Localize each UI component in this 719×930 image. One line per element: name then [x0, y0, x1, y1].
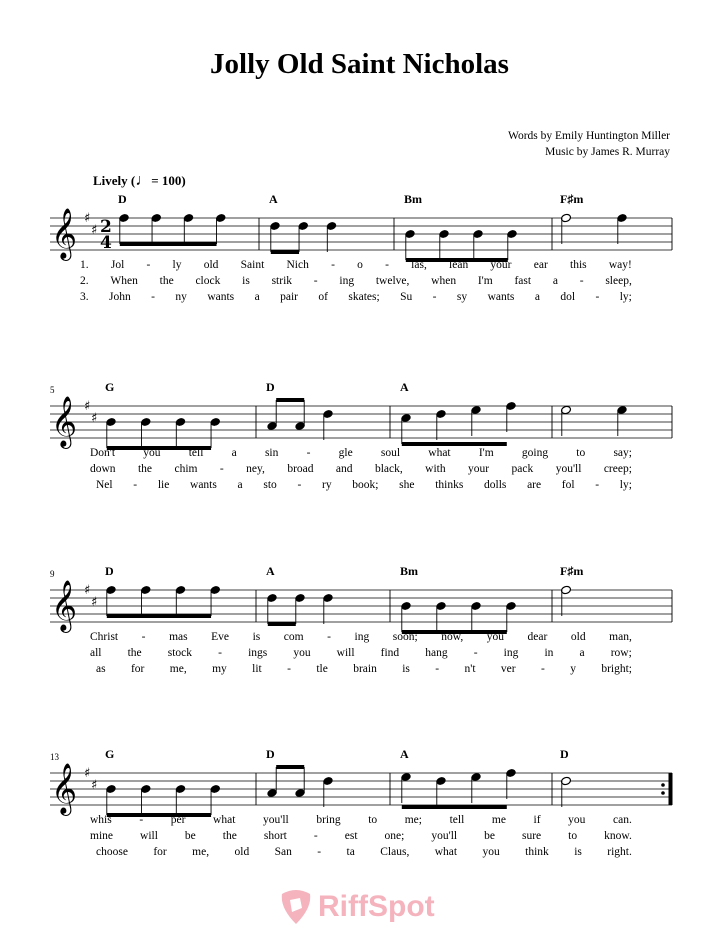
- riffspot-logo: [278, 888, 435, 926]
- tempo-bpm: = 100): [151, 173, 186, 188]
- lyric-syllable: -: [313, 275, 318, 287]
- treble-clef-icon: 𝄞: [51, 396, 78, 447]
- lyric-syllable: and: [335, 463, 353, 475]
- lyric-syllable: old: [203, 259, 219, 271]
- lyric-syllable: will: [336, 647, 355, 659]
- lyric-syllable: -: [141, 631, 146, 643]
- lyric-syllable: lit: [252, 663, 262, 675]
- lyric-syllable: for: [153, 846, 167, 858]
- lyric-syllable: whis: [90, 814, 112, 826]
- lyric-syllable: old: [234, 846, 250, 858]
- lyric-syllable: going: [521, 447, 549, 459]
- lyric-syllable: me;: [404, 814, 422, 826]
- guitar-pick-icon: [278, 888, 314, 926]
- lyric-syllable: think: [525, 846, 549, 858]
- measure-number: 13: [50, 752, 59, 762]
- lyric-syllable: San: [274, 846, 292, 858]
- lyric-syllable: -: [219, 463, 224, 475]
- lyric-syllable: y: [570, 663, 576, 675]
- lyrics-verse-2: [90, 463, 632, 475]
- tempo-label: Lively (: [93, 173, 136, 188]
- lyric-syllable: book;: [352, 479, 379, 491]
- lyric-syllable: ings: [248, 647, 268, 659]
- lyric-syllable: what: [434, 846, 458, 858]
- lyric-syllable: a: [231, 447, 237, 459]
- lyric-syllable: pair: [280, 291, 298, 303]
- lyric-syllable: -: [327, 631, 331, 643]
- lyric-syllable: stock: [167, 647, 193, 659]
- logo-text: RiffSpot: [318, 890, 435, 923]
- lyric-syllable: ear: [533, 259, 548, 271]
- lyric-syllable: 3.: [80, 291, 89, 303]
- lyric-syllable: ing: [503, 647, 519, 659]
- lyric-syllable: est: [344, 830, 358, 842]
- lyric-syllable: Nel: [96, 479, 113, 491]
- treble-clef-icon: 𝄞: [51, 580, 78, 631]
- lyric-syllable: per: [170, 814, 186, 826]
- tempo-marking: [93, 172, 186, 190]
- lyric-syllable: Saint: [240, 259, 265, 271]
- lyrics-verse-3: [96, 663, 632, 675]
- lyric-syllable: be: [184, 830, 196, 842]
- lyric-syllable: -: [579, 275, 584, 287]
- lyric-syllable: Christ: [90, 631, 119, 643]
- lyric-syllable: tell: [188, 447, 204, 459]
- lyric-syllable: to: [576, 447, 586, 459]
- lyric-syllable: bright;: [601, 663, 632, 675]
- lyric-syllable: -: [151, 291, 156, 303]
- lyric-syllable: you: [486, 631, 504, 643]
- lyric-syllable: -: [146, 259, 151, 271]
- lyric-syllable: skates;: [348, 291, 380, 303]
- lyric-syllable: 2.: [80, 275, 89, 287]
- staff: [0, 192, 719, 262]
- lyric-syllable: this: [570, 259, 587, 271]
- treble-clef-icon: 𝄞: [51, 208, 78, 259]
- lyric-syllable: a: [254, 291, 260, 303]
- lyric-syllable: Eve: [211, 631, 230, 643]
- lyric-syllable: John: [109, 291, 131, 303]
- lyric-syllable: say;: [613, 447, 632, 459]
- chord-symbol: D: [105, 564, 114, 578]
- lyrics-verse-2: [90, 830, 632, 842]
- lyric-syllable: twelve,: [375, 275, 410, 287]
- lyric-syllable: you'll: [431, 830, 458, 842]
- lyric-syllable: now,: [441, 631, 464, 643]
- chord-symbol: D: [266, 380, 275, 394]
- lyrics-verse-3: [96, 846, 632, 858]
- lyric-syllable: down: [90, 463, 116, 475]
- lyric-syllable: you: [143, 447, 161, 459]
- lyric-syllable: is: [574, 846, 582, 858]
- lyric-syllable: a: [552, 275, 558, 287]
- lyric-syllable: you'll: [555, 463, 582, 475]
- sharp-icon: ♯: [91, 411, 98, 426]
- lyric-syllable: -: [331, 259, 335, 271]
- lyrics-verse-3: [80, 291, 632, 303]
- lyric-syllable: sure: [521, 830, 542, 842]
- lyric-syllable: Don't: [90, 447, 116, 459]
- lyric-syllable: -: [133, 479, 138, 491]
- lyrics-verse-1: [90, 447, 632, 459]
- sharp-icon: ♯: [84, 211, 91, 226]
- lyric-syllable: short: [263, 830, 287, 842]
- lyric-syllable: creep;: [603, 463, 632, 475]
- lyric-syllable: the: [127, 647, 142, 659]
- lyrics-verse-3: [96, 479, 632, 491]
- lyric-syllable: strik: [271, 275, 293, 287]
- chord-symbol: G: [105, 380, 115, 394]
- lyric-syllable: -: [297, 479, 302, 491]
- chord-symbol: F♯m: [560, 564, 584, 578]
- lyric-syllable: ing: [354, 631, 370, 643]
- lyric-syllable: soon;: [392, 631, 418, 643]
- sharp-icon: ♯: [91, 223, 98, 238]
- lyric-syllable: what: [428, 447, 451, 459]
- lyric-syllable: me: [491, 814, 506, 826]
- lyric-syllable: fol: [561, 479, 575, 491]
- lyric-syllable: ta: [346, 846, 355, 858]
- lyric-syllable: broad: [287, 463, 314, 475]
- time-signature: 2: [100, 217, 112, 237]
- lyric-syllable: -: [595, 479, 600, 491]
- lyric-syllable: is: [252, 631, 261, 643]
- lyric-syllable: when: [431, 275, 457, 287]
- repeat-dot: [661, 791, 665, 795]
- lyric-syllable: Jol: [110, 259, 125, 271]
- lyric-syllable: wants: [487, 291, 515, 303]
- lyric-syllable: dolls: [484, 479, 507, 491]
- lyric-syllable: 1.: [80, 259, 89, 271]
- chord-symbol: Bm: [400, 564, 418, 578]
- lyric-syllable: -: [385, 259, 389, 271]
- lyric-syllable: -: [473, 647, 478, 659]
- measure-number: 5: [50, 385, 55, 395]
- chord-symbol: D: [266, 747, 275, 761]
- lyric-syllable: lean: [449, 259, 469, 271]
- lyric-syllable: what: [213, 814, 236, 826]
- lyric-syllable: all: [90, 647, 102, 659]
- lyric-syllable: ny: [175, 291, 187, 303]
- lyric-syllable: chim: [174, 463, 198, 475]
- lyric-syllable: of: [318, 291, 328, 303]
- lyric-syllable: a: [579, 647, 585, 659]
- lyric-syllable: ly;: [619, 479, 632, 491]
- lyric-syllable: can.: [613, 814, 632, 826]
- lyric-syllable: I'm: [477, 275, 493, 287]
- lyric-syllable: ney,: [246, 463, 265, 475]
- lyric-syllable: -: [317, 846, 322, 858]
- lyric-syllable: a: [534, 291, 540, 303]
- lyric-syllable: me,: [169, 663, 187, 675]
- lyric-syllable: she: [399, 479, 415, 491]
- music-system: [0, 564, 719, 694]
- lyric-syllable: -: [306, 447, 311, 459]
- lyrics-verse-1: [90, 631, 632, 643]
- lyric-syllable: ly;: [619, 291, 632, 303]
- song-title: Jolly Old Saint Nicholas: [210, 48, 509, 80]
- chord-symbol: D: [118, 192, 127, 206]
- lyrics-verse-1: [90, 814, 632, 826]
- lyric-syllable: -: [218, 647, 222, 659]
- lyric-syllable: will: [140, 830, 158, 842]
- lyric-syllable: dear: [527, 631, 548, 643]
- lyric-syllable: -: [595, 291, 600, 303]
- treble-clef-icon: 𝄞: [51, 763, 78, 814]
- lyric-syllable: a: [237, 479, 243, 491]
- lyric-syllable: is: [402, 663, 410, 675]
- lyric-syllable: ver: [500, 663, 516, 675]
- chord-symbol: F♯m: [560, 192, 584, 206]
- lyric-syllable: way!: [608, 259, 632, 271]
- lyric-syllable: your: [490, 259, 512, 271]
- lyric-syllable: for: [130, 663, 145, 675]
- lyric-syllable: When: [110, 275, 138, 287]
- lyric-syllable: tell: [449, 814, 465, 826]
- lyrics-verse-2: [90, 647, 632, 659]
- lyric-syllable: you'll: [263, 814, 289, 826]
- lyric-syllable: thinks: [435, 479, 464, 491]
- sharp-icon: ♯: [91, 778, 98, 793]
- lyric-syllable: you: [568, 814, 586, 826]
- lyric-syllable: find: [380, 647, 400, 659]
- lyrics-verse-1: [80, 259, 632, 271]
- lyric-syllable: -: [540, 663, 545, 675]
- chord-symbol: A: [400, 380, 409, 394]
- sharp-icon: ♯: [91, 595, 98, 610]
- lyric-syllable: sy: [456, 291, 468, 303]
- chord-symbol: A: [266, 564, 275, 578]
- lyric-syllable: -: [287, 663, 291, 675]
- music-system: [0, 747, 719, 877]
- lyric-syllable: me,: [192, 846, 210, 858]
- lyric-syllable: lie: [157, 479, 170, 491]
- lyric-syllable: com: [283, 631, 304, 643]
- lyric-syllable: ry: [321, 479, 332, 491]
- lyric-syllable: ly: [172, 259, 182, 271]
- lyric-syllable: as: [96, 663, 106, 675]
- sharp-icon: ♯: [84, 399, 91, 414]
- lyric-syllable: sleep,: [605, 275, 632, 287]
- chord-symbol: A: [269, 192, 278, 206]
- lyric-syllable: Claus,: [380, 846, 410, 858]
- lyric-syllable: in: [544, 647, 554, 659]
- lyric-syllable: mas: [169, 631, 188, 643]
- lyric-syllable: ing: [339, 275, 355, 287]
- sharp-icon: ♯: [84, 766, 91, 781]
- lyric-syllable: -: [435, 663, 440, 675]
- lyric-syllable: is: [242, 275, 250, 287]
- lyric-syllable: man,: [609, 631, 632, 643]
- lyrics-verse-2: [80, 275, 632, 287]
- lyric-syllable: gle: [338, 447, 353, 459]
- lyric-syllable: your: [468, 463, 490, 475]
- lyric-syllable: mine: [90, 830, 113, 842]
- lyric-syllable: -: [139, 814, 144, 826]
- chord-symbol: A: [400, 747, 409, 761]
- lyric-syllable: -: [313, 830, 318, 842]
- lyric-syllable: -: [432, 291, 437, 303]
- measure-number: 9: [50, 569, 55, 579]
- lyric-syllable: black,: [374, 463, 403, 475]
- lyric-syllable: one;: [384, 830, 405, 842]
- lyric-syllable: brain: [353, 663, 377, 675]
- chord-symbol: Bm: [404, 192, 422, 206]
- lyric-syllable: sto: [263, 479, 277, 491]
- lyric-syllable: Nich: [286, 259, 309, 271]
- quarter-note-icon: ♩: [135, 172, 152, 189]
- chord-symbol: D: [560, 747, 569, 761]
- lyric-syllable: the: [159, 275, 174, 287]
- sharp-icon: ♯: [84, 583, 91, 598]
- music-system: [0, 380, 719, 510]
- lyric-syllable: tle: [316, 663, 328, 675]
- lyric-syllable: know.: [604, 830, 632, 842]
- music-credit: Music by James R. Murray: [545, 146, 670, 158]
- lyric-syllable: you: [293, 647, 311, 659]
- lyric-syllable: to: [568, 830, 578, 842]
- lyric-syllable: old: [570, 631, 586, 643]
- lyric-syllable: with: [425, 463, 446, 475]
- chord-symbol: G: [105, 747, 115, 761]
- lyric-syllable: you: [482, 846, 500, 858]
- lyric-syllable: I'm: [478, 447, 494, 459]
- lyric-syllable: are: [527, 479, 542, 491]
- words-credit: Words by Emily Huntington Miller: [508, 130, 670, 142]
- lyric-syllable: wants: [207, 291, 235, 303]
- lyric-syllable: if: [533, 814, 541, 826]
- lyric-syllable: bring: [316, 814, 341, 826]
- lyric-syllable: pack: [511, 463, 534, 475]
- lyric-syllable: the: [222, 830, 237, 842]
- lyric-syllable: be: [484, 830, 495, 842]
- lyric-syllable: my: [212, 663, 227, 675]
- lyric-syllable: hang: [425, 647, 448, 659]
- lyric-syllable: las,: [411, 259, 427, 271]
- lyric-syllable: the: [137, 463, 153, 475]
- lyric-syllable: to: [368, 814, 378, 826]
- lyric-syllable: wants: [190, 479, 217, 491]
- lyric-syllable: clock: [195, 275, 221, 287]
- music-system: [0, 192, 719, 322]
- lyric-syllable: fast: [514, 275, 532, 287]
- lyric-syllable: right.: [607, 846, 632, 858]
- lyric-syllable: choose: [96, 846, 128, 858]
- lyric-syllable: o: [357, 259, 363, 271]
- lyric-syllable: Su: [400, 291, 413, 303]
- lyric-syllable: soul: [380, 447, 401, 459]
- repeat-dot: [661, 783, 665, 787]
- lyric-syllable: n't: [464, 663, 476, 675]
- lyric-syllable: dol: [560, 291, 576, 303]
- lyric-syllable: sin: [264, 447, 279, 459]
- time-signature: 4: [100, 233, 112, 253]
- lyric-syllable: row;: [610, 647, 632, 659]
